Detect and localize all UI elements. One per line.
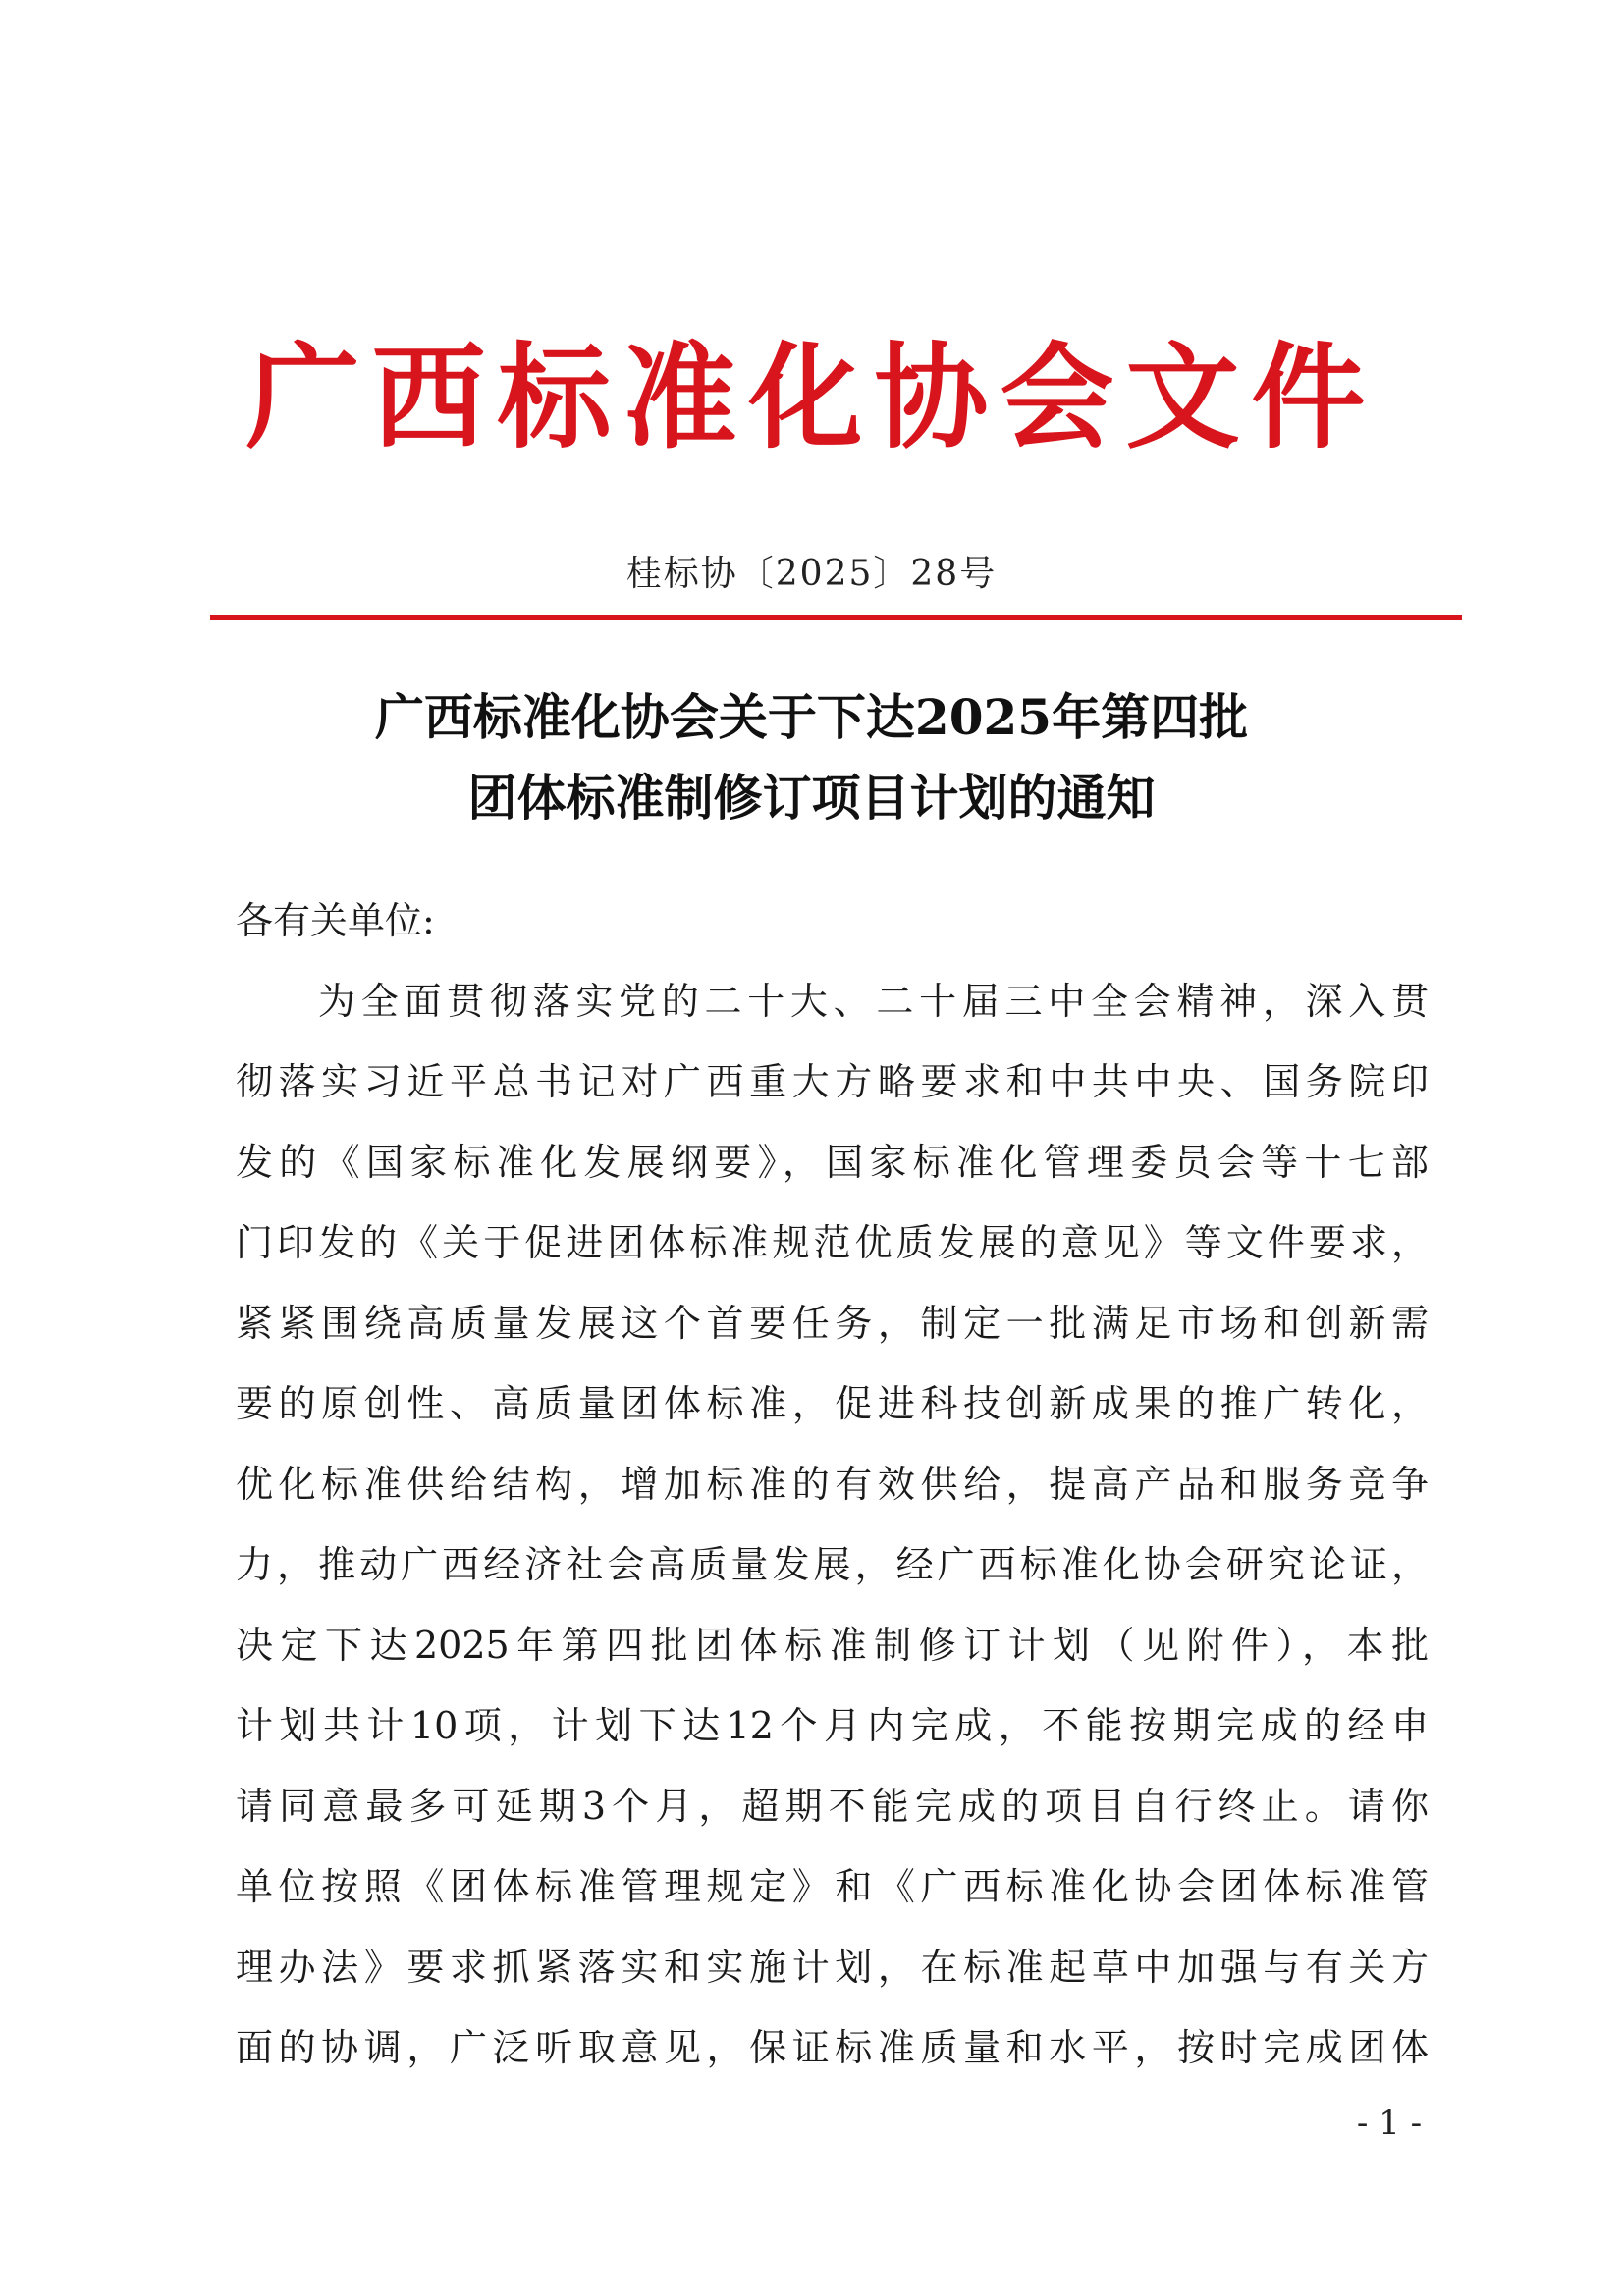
body-line: 彻落实习近平总书记对广西重大方略要求和中共中央、国务院印 (236, 1060, 1429, 1103)
body-line: 为全面贯彻落实党的二十大、二十届三中全会精神，深入贯 (318, 980, 1429, 1023)
notice-title-line-1: 广西标准化协会关于下达2025年第四批 (374, 688, 1249, 746)
body-line: 计划共计10项，计划下达12个月内完成，不能按期完成的经申 (236, 1704, 1429, 1747)
notice-title-line-2: 团体标准制修订项目计划的通知 (467, 769, 1156, 827)
body-line: 理办法》要求抓紧落实和实施计划，在标准起草中加强与有关方 (236, 1946, 1429, 1989)
body-line: 要的原创性、高质量团体标准，促进科技创新成果的推广转化， (236, 1382, 1429, 1425)
body-line: 紧紧围绕高质量发展这个首要任务，制定一批满足市场和创新需 (236, 1302, 1429, 1345)
body-line: 请同意最多可延期3个月，超期不能完成的项目自行终止。请你 (236, 1785, 1429, 1828)
body-line: 发的《国家标准化发展纲要》，国家标准化管理委员会等十七部 (236, 1141, 1429, 1184)
body-paragraph (236, 972, 1429, 2099)
page-number: - 1 - (1356, 2104, 1423, 2143)
body-line: 门印发的《关于促进团体标准规范优质发展的意见》等文件要求， (236, 1221, 1429, 1264)
body-line: 力，推动广西经济社会高质量发展，经广西标准化协会研究论证， (236, 1543, 1429, 1586)
body-line: 决定下达2025年第四批团体标准制修订计划（见附件），本批 (236, 1624, 1429, 1667)
body-line: 单位按照《团体标准管理规定》和《广西标准化协会团体标准管 (236, 1865, 1429, 1908)
red-separator-rule (210, 615, 1462, 620)
document-number: 桂标协〔2025〕28号 (625, 554, 998, 594)
notice-title (0, 677, 1623, 838)
masthead-title: 广西标准化协会文件 (245, 331, 1378, 464)
salutation: 各有关单位: (236, 899, 435, 942)
body-line: 面的协调，广泛听取意见，保证标准质量和水平，按时完成团体 (236, 2026, 1429, 2069)
body-line: 优化标准供给结构，增加标准的有效供给，提高产品和服务竞争 (236, 1463, 1429, 1506)
